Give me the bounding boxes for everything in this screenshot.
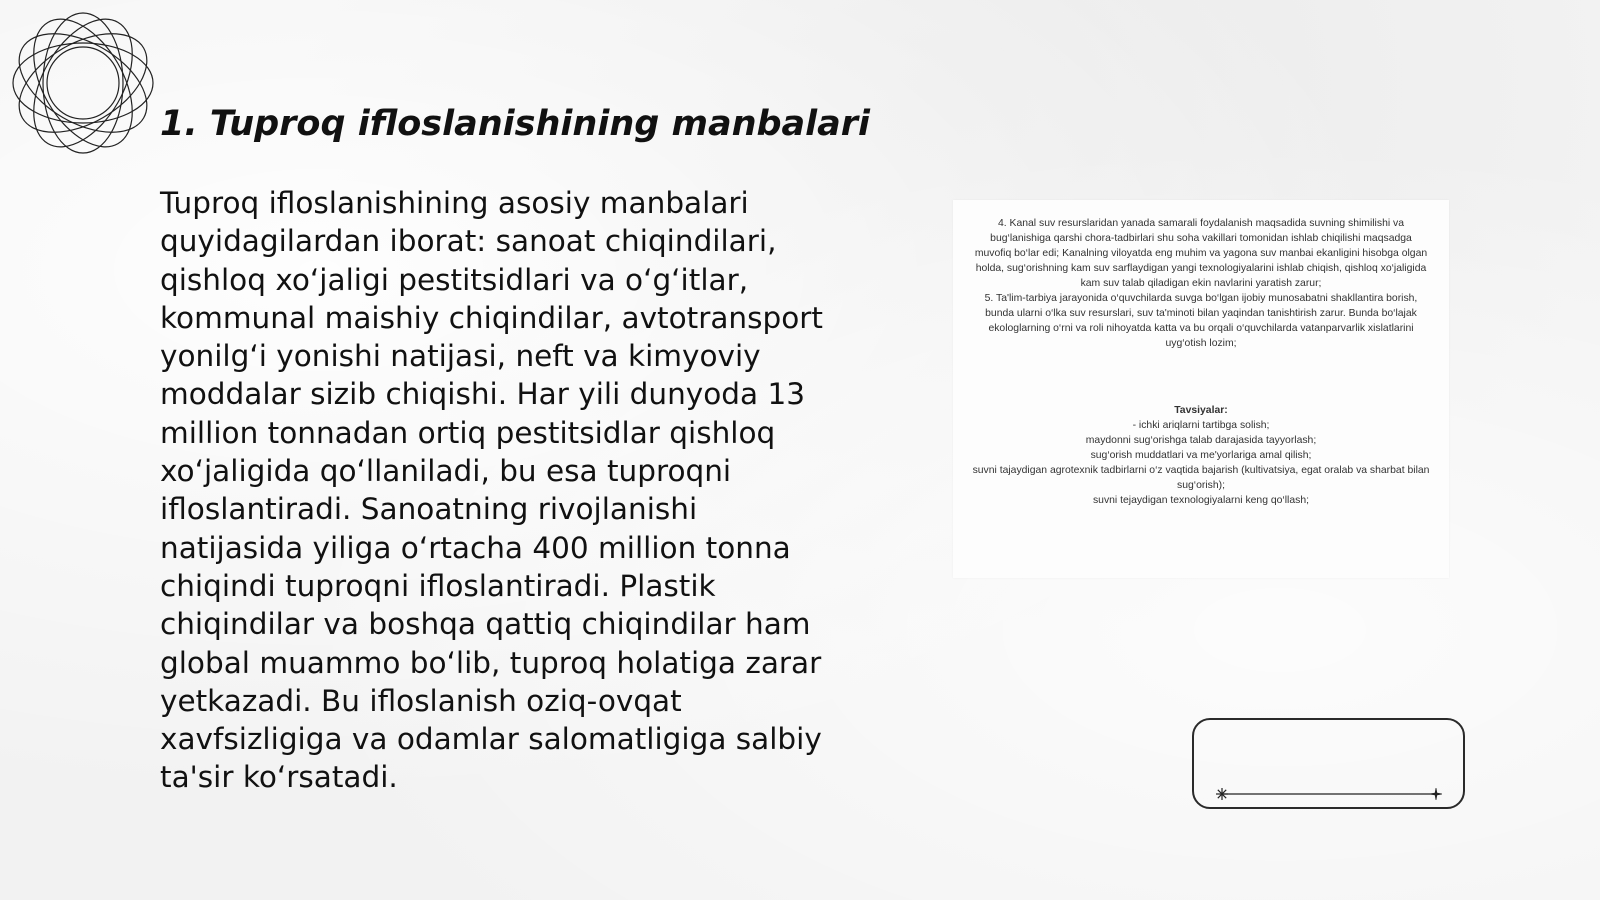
ornament-ellipse	[13, 8, 152, 158]
spirograph-ornament-icon	[8, 8, 158, 158]
slide-title: 1. Tuproq ifloslanishining manbalari	[160, 104, 871, 144]
doc-paragraph-4: 4. Kanal suv resurslaridan yanada samarali foydalanish maqsadida suvning shimilishi va bug‘lanishiga qarshi chora-tadbirlari shu soha vakillari tomonidan ishlab chiqilishi maqsadga muvofiq bo‘lar edi; Kanalning viloyatda eng muhim va yagona suv manbai ekanligini hisobga olgan holda, sug‘orishning kam suv sarflaydigan yangi texnologiyalarini ishlab chiqish, qishloq xo‘jaligida kam suv talab qiladigan ekin navlarini yaratish zarur;	[974, 218, 1428, 289]
doc-paragraph-5: 5. Ta'lim-tarbiya jarayonida o‘quvchilarda suvga bo‘lgan ijobiy munosabatni shakllantira borish, bunda ularni o‘lka suv resurslari, suv ta'minoti bilan yaqindan tanishtirish zarur. Bunda bo‘lajak ekologlarning o‘rni va roli nihoyatda katta va bu orqali o‘quvchilarda vatanparvarlik xislatlarini uyg‘otish lozim;	[984, 293, 1418, 349]
doc-gap	[971, 351, 1431, 403]
ornament-inner-circle	[47, 47, 119, 119]
ornament-ellipse	[8, 13, 158, 152]
doc-recommendation-item: - ichki ariqlarni tartibga solish;	[1132, 420, 1270, 431]
decorative-line	[1216, 788, 1442, 800]
sparkle-burst-icon	[1216, 788, 1228, 800]
ornament-ellipse	[13, 8, 152, 158]
doc-recommendation-item: maydonni sug‘orishga talab darajasida tayyorlash;	[1085, 435, 1317, 446]
embedded-document-image	[953, 200, 1449, 578]
doc-recommendation-item: sug‘orish muddatlari va me'yorlariga amal qilish;	[1090, 450, 1312, 461]
doc-recommendations-heading: Tavsiyalar:	[1174, 405, 1228, 416]
doc-recommendation-item: suvni tajaydigan agrotexnik tadbirlarni o‘z vaqtida bajarish (kultivatsiya, egat oralab va sharbat bilan sug‘orish);	[972, 465, 1430, 491]
slide-body-text: Tuproq ifloslanishining asosiy manbalari quyidagilardan iborat: sanoat chiqindilari, qishloq xo‘jaligi pestitsidlari va o‘g‘itlar, kommunal maishiy chiqindilar, avtotransport yonilg‘i yonishi natijasi, neft va kimyoviy moddalar sizib chiqishi. Har yili dunyoda 13 million tonnadan ortiq pestitsidlar qishloq xo‘jaligida qo‘llaniladi, bu esa tuproqni ifloslantiradi. Sanoatning rivojlanishi natijasida yiliga o‘rtacha 400 million tonna chiqindi tuproqni ifloslantiradi. Plastik chiqindilar va boshqa qattiq chiqindilar ham global muammo bo‘lib, tuproq holatiga zarar yetkazadi. Bu ifloslanish oziq-ovqat xavfsizligiga va odamlar salomatligiga salbiy ta'sir ko‘rsatadi.	[160, 186, 823, 795]
ornament-ellipse	[8, 13, 158, 152]
doc-recommendation-item: suvni tejaydigan texnologiyalarni keng qo‘llash;	[1092, 495, 1310, 506]
four-point-star-icon	[1428, 788, 1442, 800]
